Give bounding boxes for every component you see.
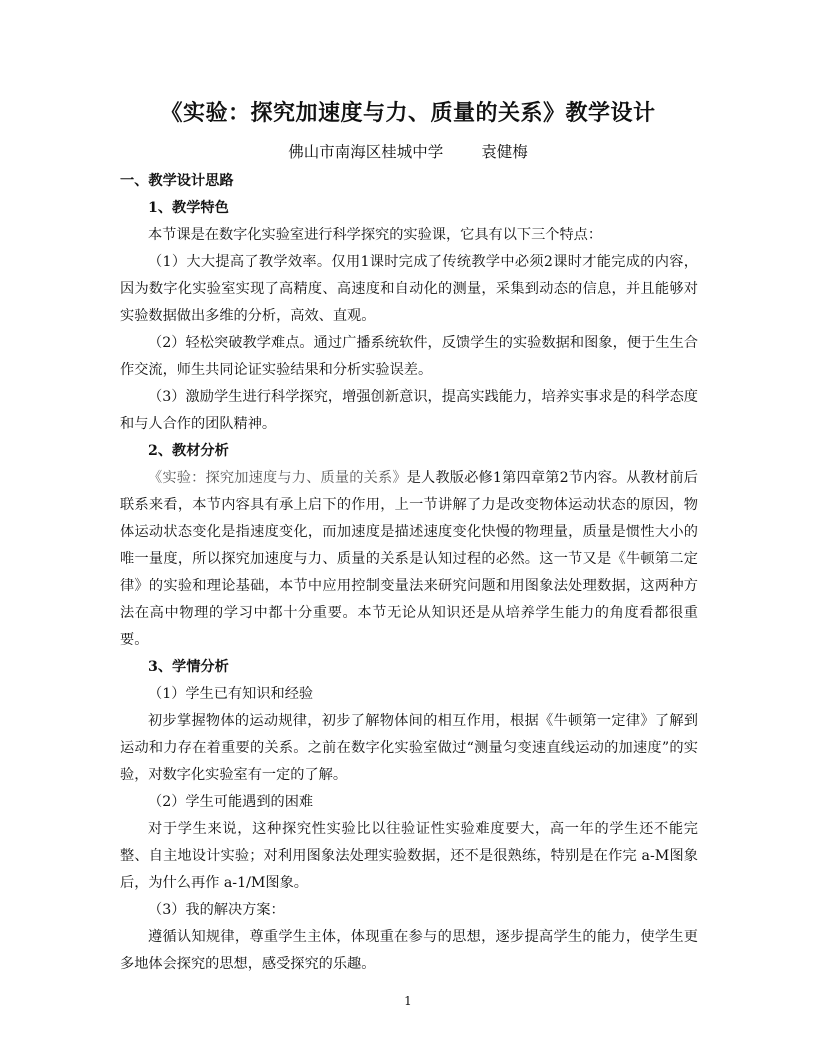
author-line [0,140,816,162]
paragraph-difficulties: 对于学生来说，这种探究性实验比以往验证性实验难度要大，高一年的学生还不能完整、自主地设计实验；对利用图象法处理实验数据，还不是很熟练，特别是在作完 a-M图象后，为什么再作 a-1/M图象。 [120,821,698,891]
subheading-solution: （3）我的解决方案： [148,902,285,918]
document-title: 《实验：探究加速度与力、质量的关系》教学设计 [160,100,656,126]
textbook-quote: 《实验：探究加速度与力、质量的关系》 [148,470,407,486]
paragraph-feature-3: （3）激励学生进行科学探究，增强创新意识，提高实践能力，培养实事求是的科学态度和与人合作的团队精神。 [120,389,698,432]
paragraph-prior-knowledge: 初步掌握物体的运动规律，初步了解物体间的相互作用，根据《牛顿第一定律》了解到运动和力存在着重要的关系。之前在数字化实验室做过“测量匀变速直线运动的加速度”的实验，对数字化实验室有一定的了解。 [120,713,698,783]
page-number: 1 [404,994,412,1008]
paragraph-feature-2: （2）轻松突破教学难点。通过广播系统软件，反馈学生的实验数据和图象，便于生生合作交流，师生共同论证实验结果和分析实验误差。 [120,335,698,378]
author-name: 袁健梅 [481,143,528,161]
paragraph-features-intro: 本节课是在数字化实验室进行科学探究的实验课，它具有以下三个特点： [148,227,603,243]
paragraph-solution: 遵循认知规律，尊重学生主体，体现重在参与的思想，逐步提高学生的能力，使学生更多地体会探究的思想，感受探究的乐趣。 [120,929,698,972]
subheading-textbook-analysis: 2、教材分析 [148,443,229,459]
document-body [120,168,698,978]
subheading-difficulties: （2）学生可能遇到的困难 [148,794,314,810]
subheading-learner-analysis: 3、学情分析 [148,659,229,675]
section-heading-design-ideas: 一、教学设计思路 [120,173,234,189]
subheading-prior-knowledge: （1）学生已有知识和经验 [148,686,314,702]
author-school: 佛山市南海区桂城中学 [288,143,444,161]
paragraph-textbook-analysis [120,465,698,654]
subheading-teaching-features: 1、教学特色 [148,200,229,216]
paragraph-feature-1: （1）大大提高了教学效率。仅用1课时完成了传统教学中必须2课时才能完成的内容，因为数字化实验室实现了高精度、高速度和自动化的测量，采集到动态的信息，并且能够对实验数据做出多维的分析，高效、直观。 [120,254,698,324]
textbook-analysis-text: 是人教版必修1第四章第2节内容。从教材前后联系来看，本节内容具有承上启下的作用，上一节讲解了力是改变物体运动状态的原因，物体运动状态变化是指速度变化，而加速度是描述速度变化快慢的物理量，质量是惯性大小的唯一量度，所以探究加速度与力、质量的关系是认知过程的必然。这一节又是《牛顿第二定律》的实验和理论基础，本节中应用控制变量法来研究问题和用图象法处理数据，这两种方法在高中物理的学习中都十分重要。本节无论从知识还是从培养学生能力的角度看都很重要。 [120,470,698,648]
